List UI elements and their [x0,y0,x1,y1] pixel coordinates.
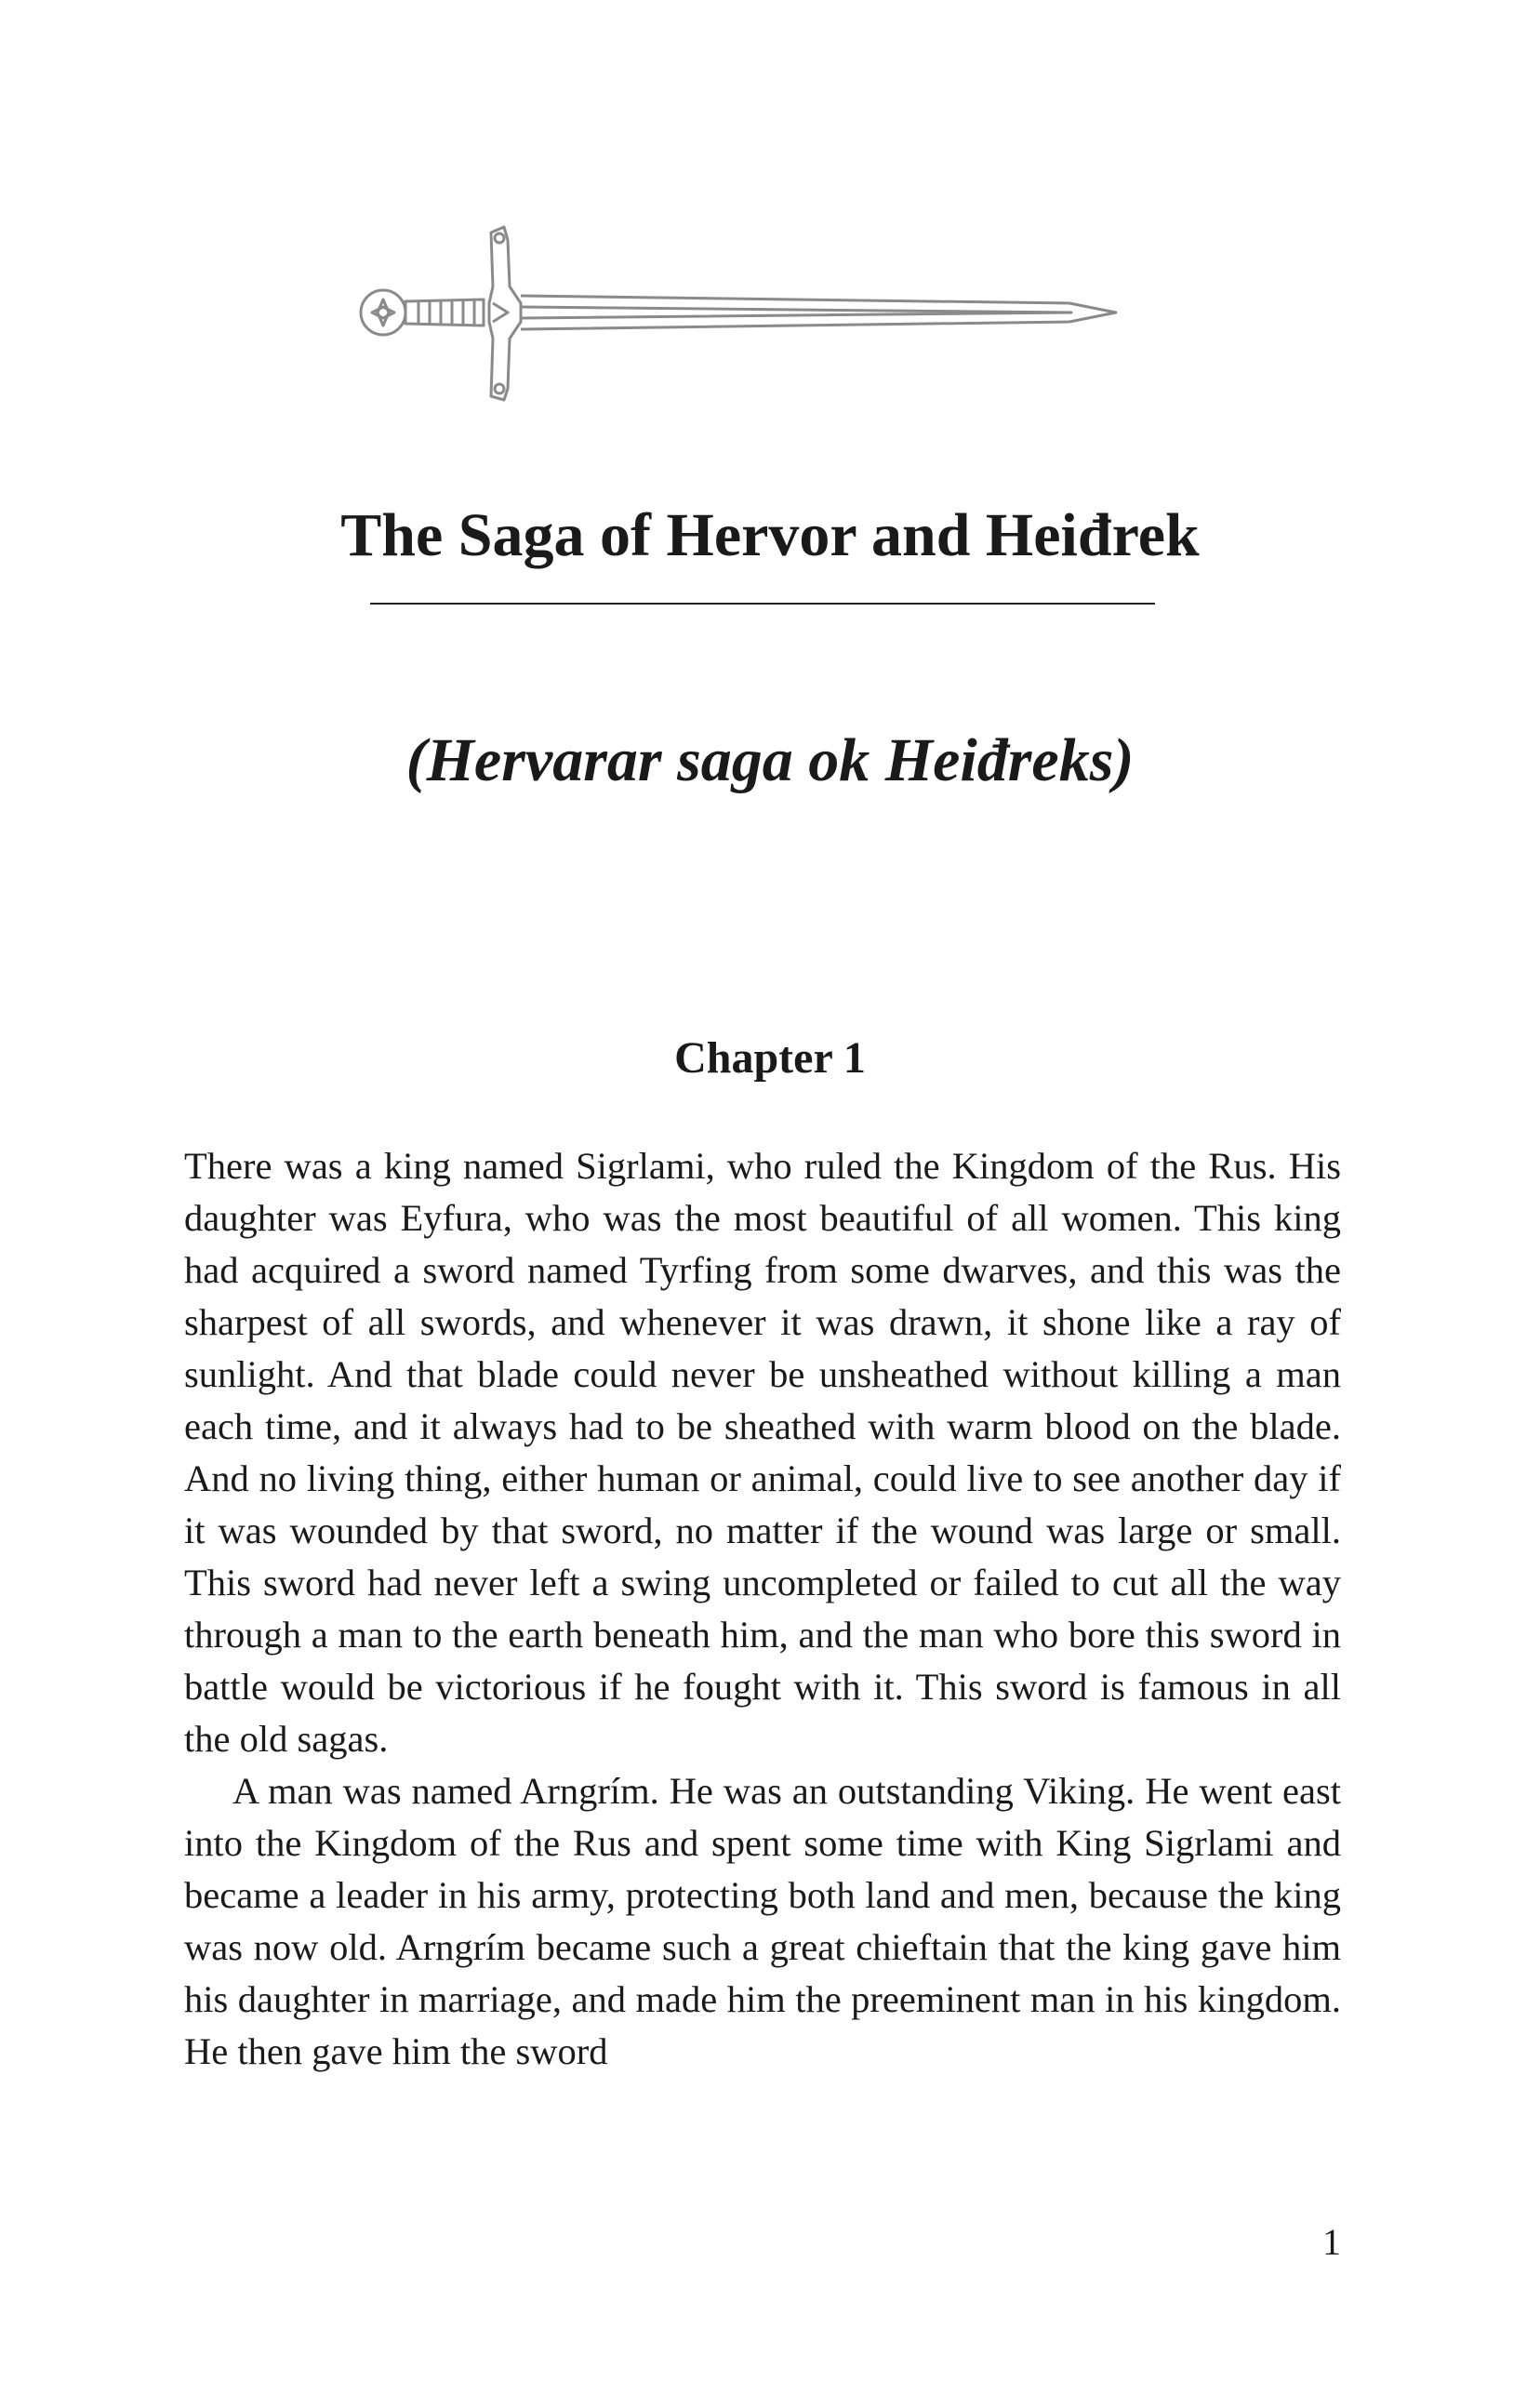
page-subtitle: (Hervarar saga ok Heiđreks) [405,726,1135,794]
body-text [184,1140,1341,2078]
chapter-heading: Chapter 1 [674,1033,866,1083]
page-number: 1 [1322,2221,1341,2263]
sword-icon [344,214,1153,419]
page-title: The Saga of Hervor and Heiđrek [340,501,1200,569]
paragraph: A man was named Arngrím. He was an outstanding Viking. He went east into the Kingdom of the Rus and spent some time with King Sigrlami and became a leader in his army, protecting both land and men, because the king was now old. Arngrím became such a great chieftain that the king gave him his daughter in marriage, and made him the preeminent man in his kingdom. He then gave him the sword [184,1770,1341,2072]
title-divider [370,603,1155,605]
paragraph: There was a king named Sigrlami, who ruled the Kingdom of the Rus. His daughter was Eyfura, who was the most beautiful of all women. This king had acquired a sword named Tyrfing from some dwarves, and this was the sharpest of all swords, and whenever it was drawn, it shone like a ray of sunlight. And that blade could never be unsheathed without killing a man each time, and it always had to be sheathed with warm blood on the blade. And no living thing, either human or animal, could live to see another day if it was wounded by that sword, no matter if the wound was large or small. This sword had never left a swing uncompleted or failed to cut all the way through a man to the earth beneath him, and the man who bore this sword in battle would be victorious if he fought with it. This sword is famous in all the old sagas. [184,1145,1341,1760]
